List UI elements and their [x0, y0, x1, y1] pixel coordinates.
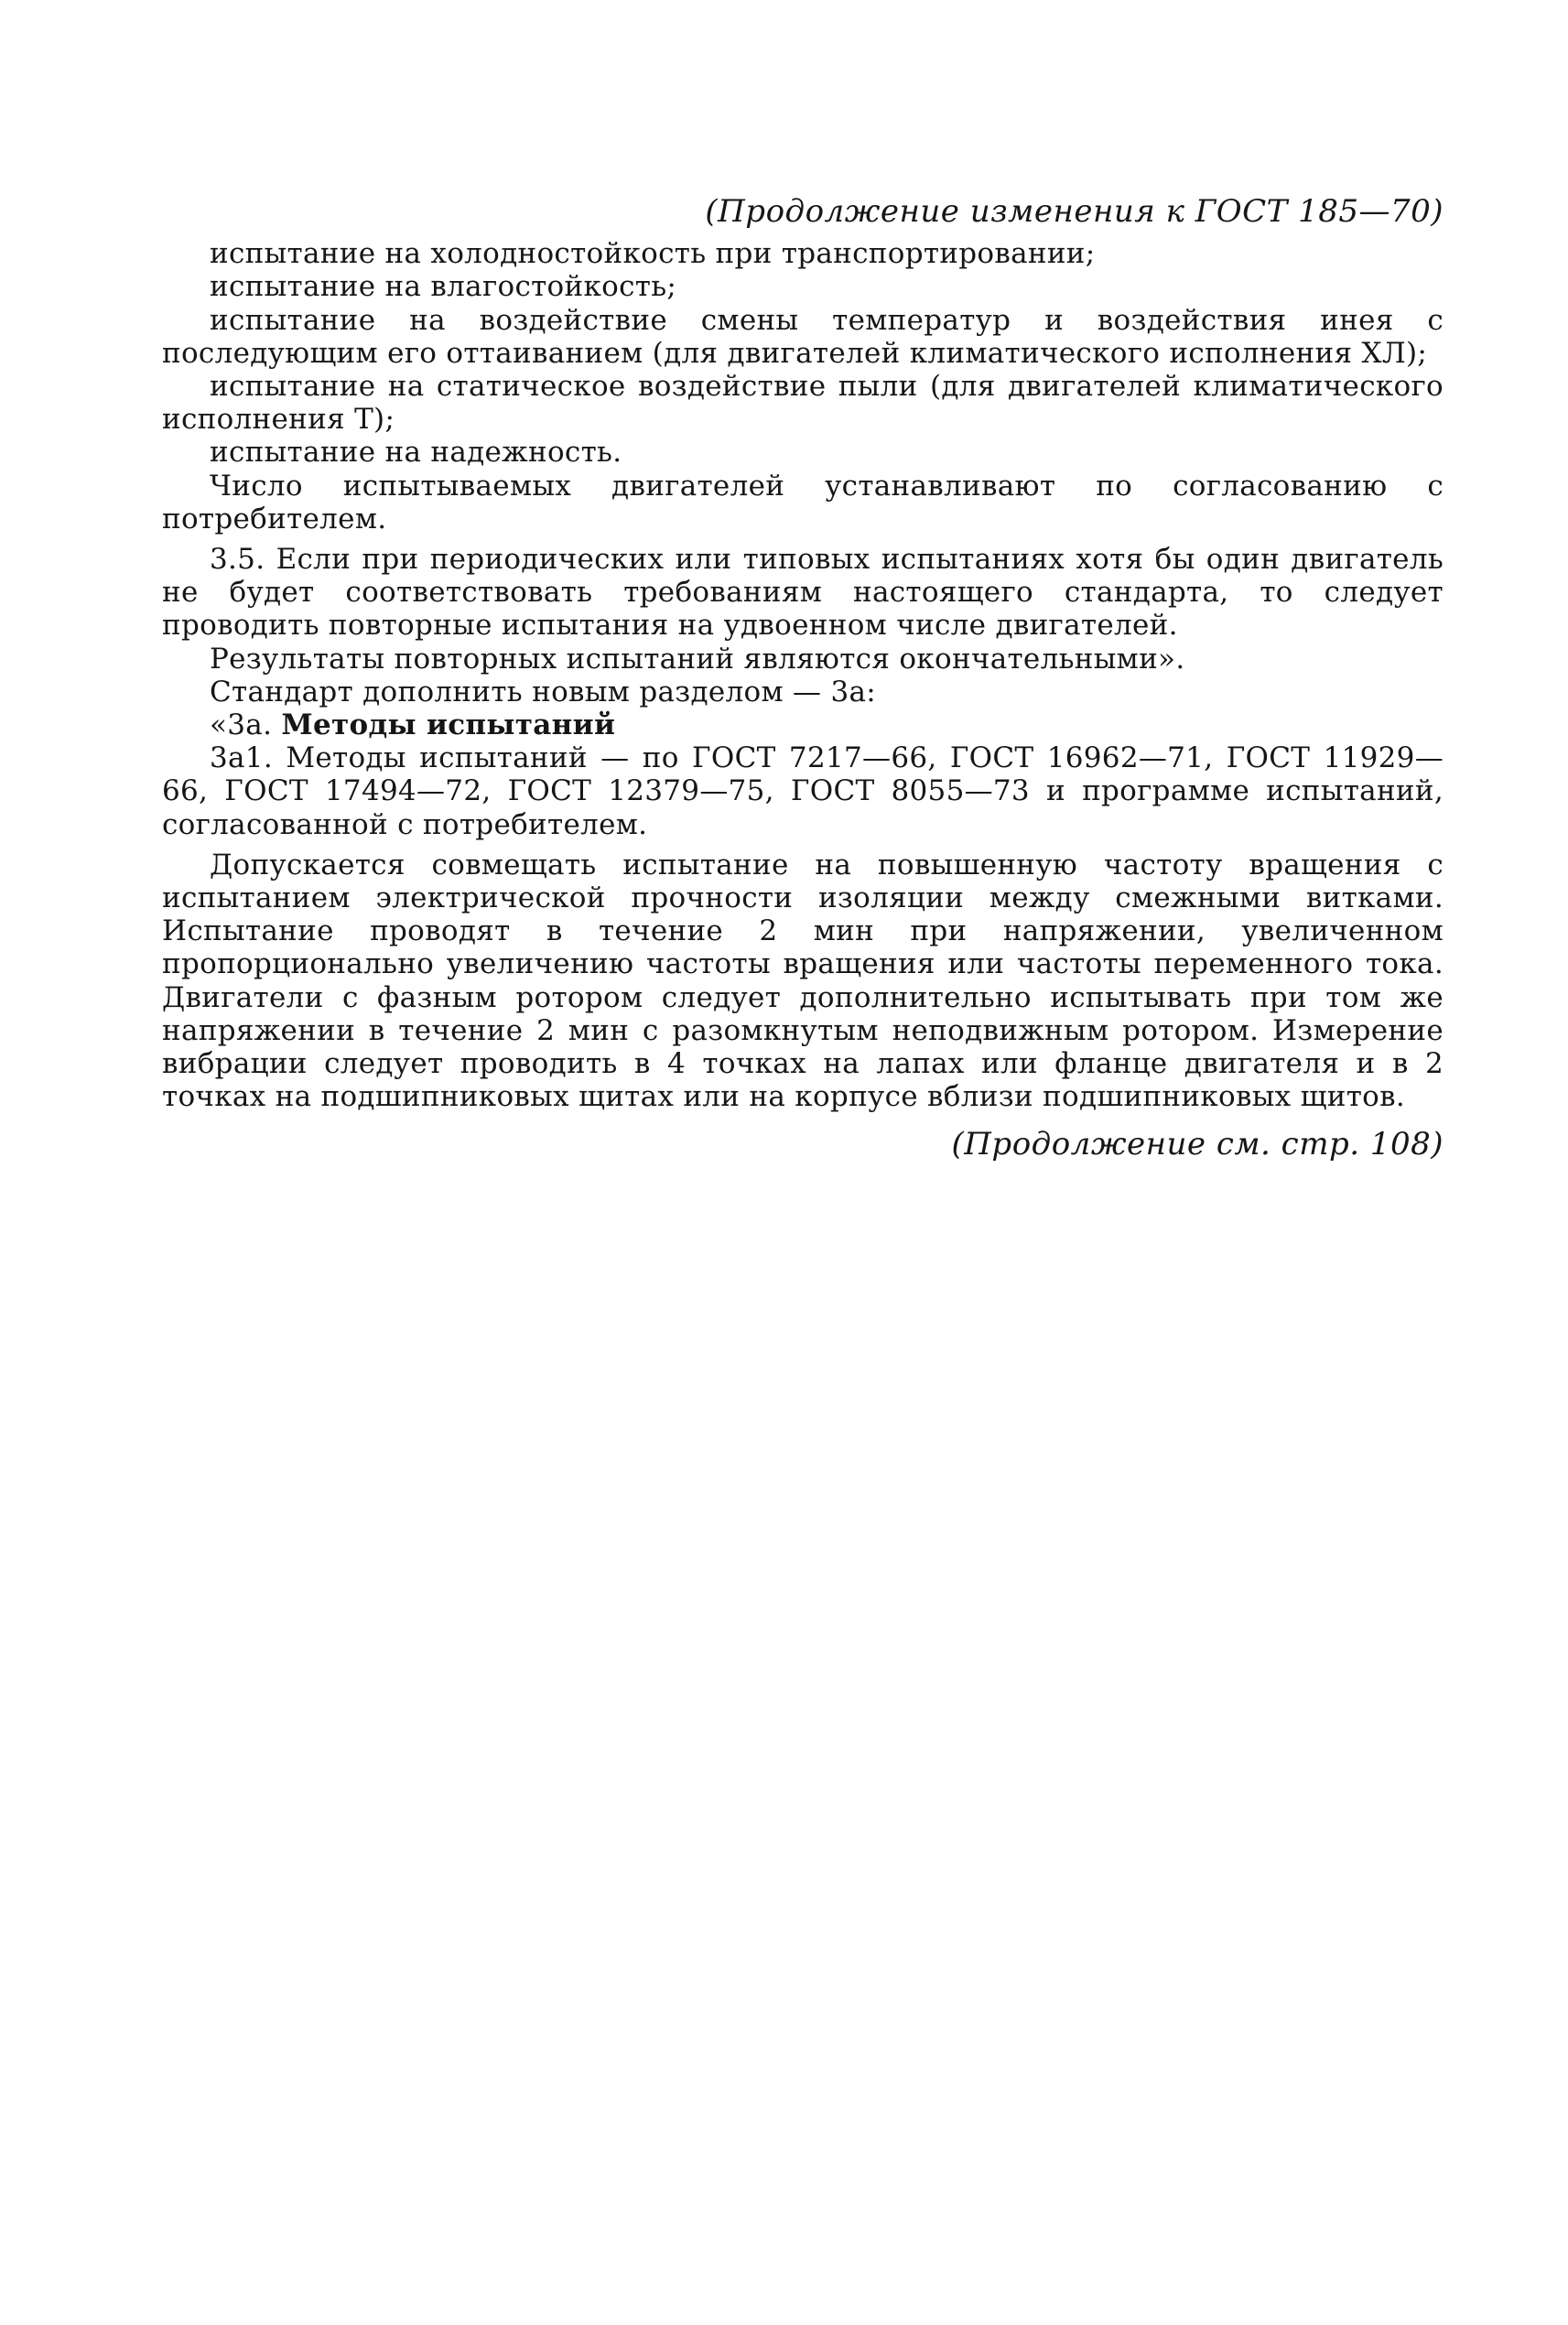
paragraph: Число испытываемых двигателей устанавливают по согласованию с потребителем. — [162, 469, 1444, 535]
section-title: Методы испытаний — [281, 708, 616, 742]
paragraph: испытание на надежность. — [210, 436, 622, 470]
document-page — [162, 195, 1444, 1162]
paragraph: испытание на холодностойкость при транспортировании; — [210, 237, 1096, 271]
paragraph: Результаты повторных испытаний являются окончательными». — [210, 642, 1185, 676]
paragraph: испытание на влагостойкость; — [210, 270, 677, 304]
paragraph: 3.5. Если при периодических или типовых испытаниях хотя бы один двигатель не будет соответствовать требованиям настоящего стандарта, то следует проводить повторные испытания на удвоенном числе двигателей. — [162, 543, 1444, 643]
paragraph: 3а1. Методы испытаний — по ГОСТ 7217—66, ГОСТ 16962—71, ГОСТ 11929—66, ГОСТ 17494—72, ГОСТ 12379—75, ГОСТ 8055—73 и программе испытаний, согласованной с потребителем. — [162, 741, 1444, 841]
section-heading — [162, 708, 1444, 741]
paragraph: Допускается совмещать испытание на повышенную частоту вращения с испытанием электрической прочности изоляции между смежными витками. Испытание проводят в течение 2 мин при напряжении, увеличенном пропорционально увеличению частоты вращения или частоты переменного тока. Двигатели с фазным ротором следует дополнительно испытывать при том же напряжении в течение 2 мин с разомкнутым неподвижным ротором. Измерение вибрации следует проводить в 4 точках на лапах или фланце двигателя и в 2 точках на подшипниковых щитах или на корпусе вблизи подшипниковых щитов. — [162, 848, 1444, 1114]
page-header: (Продолжение изменения к ГОСТ 185—70) — [705, 193, 1444, 230]
paragraph: испытание на статическое воздействие пыли (для двигателей климатического исполнения Т); — [162, 370, 1444, 437]
page-footer: (Продолжение см. стр. 108) — [951, 1126, 1444, 1163]
paragraph: испытание на воздействие смены температур и воздействия инея с последующим его оттаиванием (для двигателей климатического исполнения ХЛ); — [162, 303, 1444, 370]
paragraph: Стандарт дополнить новым разделом — 3а: — [210, 675, 877, 708]
section-prefix: «3а. — [210, 708, 282, 742]
